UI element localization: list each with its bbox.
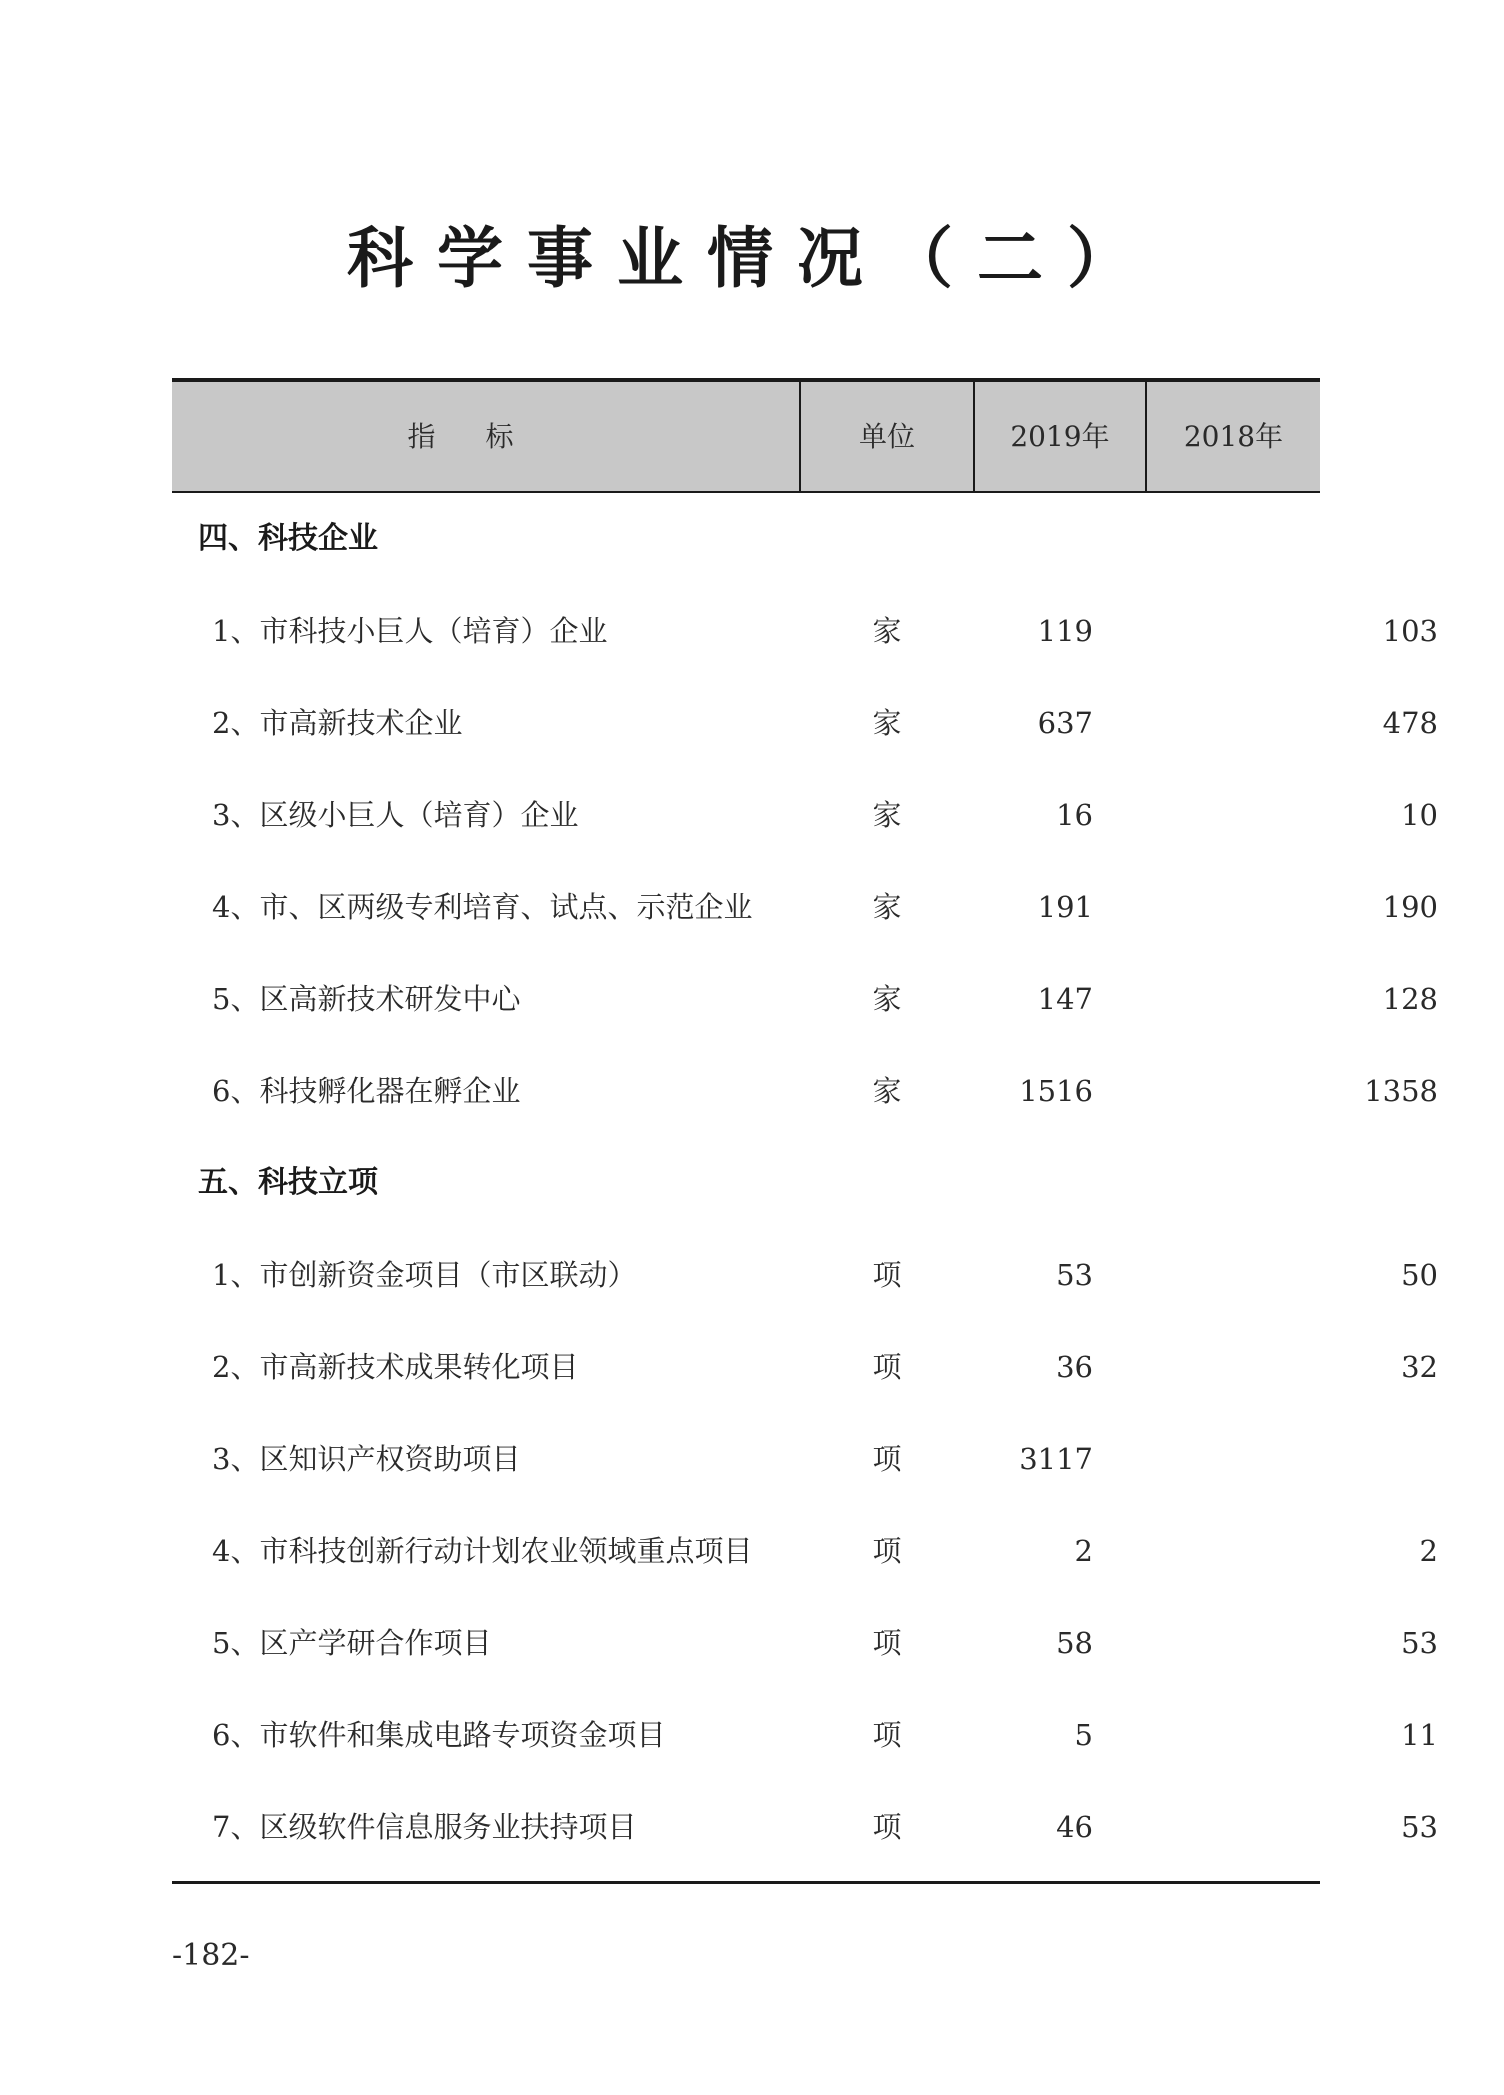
row-unit: 家: [872, 798, 902, 832]
row-value-2018: 50: [1401, 1258, 1438, 1292]
data-table: [172, 378, 1438, 1884]
row-value-2018: 190: [1382, 890, 1438, 924]
row-value-2019: 119: [1037, 614, 1093, 648]
row-label: 4、市科技创新行动计划农业领域重点项目: [212, 1534, 753, 1568]
row-value-2018: 11: [1401, 1718, 1438, 1752]
row-value-2018: 32: [1401, 1350, 1438, 1384]
section-heading: 四、科技企业: [198, 521, 378, 556]
row-value-2019: 2: [1074, 1534, 1093, 1568]
section-heading: 五、科技立项: [198, 1165, 378, 1200]
table-row: [172, 677, 1438, 769]
row-value-2018: 53: [1401, 1626, 1438, 1660]
row-unit: 项: [872, 1350, 902, 1384]
row-value-2019: 637: [1037, 706, 1093, 740]
row-value-2018: 1358: [1364, 1074, 1438, 1108]
row-label: 4、市、区两级专利培育、试点、示范企业: [212, 890, 753, 924]
row-unit: 项: [872, 1442, 902, 1476]
row-label: 6、科技孵化器在孵企业: [212, 1074, 521, 1108]
row-unit: 项: [872, 1810, 902, 1844]
row-label: 3、区级小巨人（培育）企业: [212, 798, 579, 832]
row-unit: 项: [872, 1718, 902, 1752]
row-value-2018: 10: [1401, 798, 1438, 832]
table-row: [172, 1505, 1438, 1597]
row-unit: 家: [872, 890, 902, 924]
row-value-2019: 147: [1037, 982, 1093, 1016]
row-value-2019: 53: [1056, 1258, 1093, 1292]
row-label: 5、区产学研合作项目: [212, 1626, 492, 1660]
table-body: [172, 493, 1438, 1873]
row-label: 2、市高新技术企业: [212, 706, 463, 740]
row-unit: 家: [872, 706, 902, 740]
row-label: 7、区级软件信息服务业扶持项目: [212, 1810, 637, 1844]
row-label: 1、市创新资金项目（市区联动）: [212, 1258, 637, 1292]
row-unit: 家: [872, 614, 902, 648]
row-value-2018: 478: [1382, 706, 1438, 740]
table-bottom-rule: [172, 1881, 1320, 1884]
row-unit: 项: [872, 1626, 902, 1660]
row-value-2019: 5: [1074, 1718, 1093, 1752]
row-value-2019: 1516: [1019, 1074, 1093, 1108]
table-row: [172, 1781, 1438, 1873]
table-row: [172, 1689, 1438, 1781]
table-header: [172, 382, 1320, 493]
row-value-2019: 3117: [1019, 1442, 1093, 1476]
header-year-2018: 2018年: [1183, 420, 1284, 453]
header-year-2019: 2019年: [1010, 420, 1110, 453]
row-value-2019: 191: [1037, 890, 1093, 924]
header-indicator: 指标: [407, 420, 564, 453]
table-row: [172, 1321, 1438, 1413]
table-row: [172, 953, 1438, 1045]
row-value-2019: 36: [1056, 1350, 1093, 1384]
row-label: 1、市科技小巨人（培育）企业: [212, 614, 608, 648]
table-row: [172, 861, 1438, 953]
row-value-2019: 16: [1056, 798, 1093, 832]
row-unit: 项: [872, 1534, 902, 1568]
row-value-2018: 103: [1382, 614, 1438, 648]
page-title: 科学事业情况（二）: [347, 219, 1157, 297]
table-row: [172, 769, 1438, 861]
table-row: [172, 1045, 1438, 1137]
row-label: 2、市高新技术成果转化项目: [212, 1350, 579, 1384]
row-unit: 项: [872, 1258, 902, 1292]
row-unit: 家: [872, 982, 902, 1016]
row-value-2018: 53: [1401, 1810, 1438, 1844]
table-row: [172, 1229, 1438, 1321]
table-row: [172, 585, 1438, 677]
row-label: 6、市软件和集成电路专项资金项目: [212, 1718, 666, 1752]
row-unit: 家: [872, 1074, 902, 1108]
row-value-2018: 2: [1419, 1534, 1438, 1568]
header-unit: 单位: [858, 420, 915, 453]
row-value-2019: 58: [1056, 1626, 1093, 1660]
row-label: 3、区知识产权资助项目: [212, 1442, 521, 1476]
table-row: [172, 1597, 1438, 1689]
row-value-2018: 128: [1382, 982, 1438, 1016]
row-label: 5、区高新技术研发中心: [212, 982, 521, 1016]
page-number: -182-: [172, 1938, 250, 1973]
table-row: [172, 1413, 1320, 1505]
row-value-2019: 46: [1056, 1810, 1093, 1844]
